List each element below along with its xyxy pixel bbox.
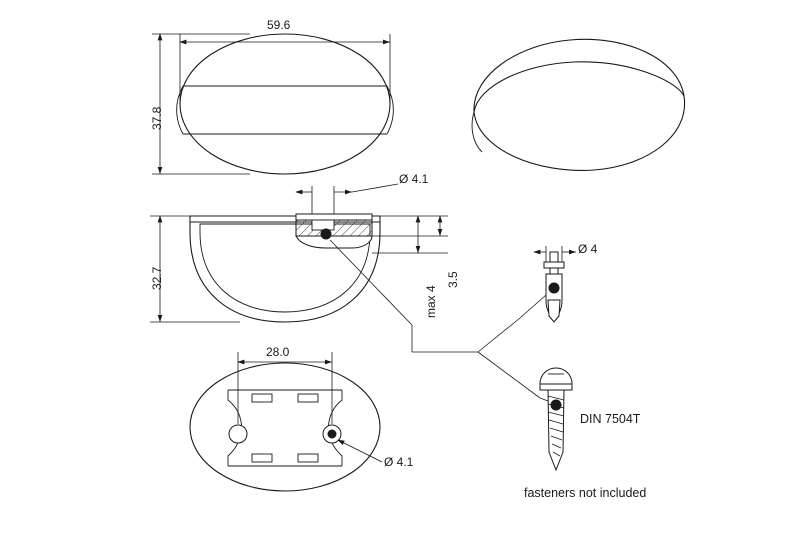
screw-standard-label: DIN 7504T: [580, 412, 641, 426]
dimension-hole-top: [296, 184, 398, 214]
dimension-label-hole-top: Ø 4.1: [399, 172, 429, 186]
rivet-view: [534, 246, 576, 322]
isometric-view: [472, 39, 685, 170]
dimension-label-hole-bottom: Ø 4.1: [384, 455, 414, 469]
dimension-label-panel-thickness: max 4: [424, 285, 438, 318]
dimension-label-width: 59.6: [267, 18, 291, 32]
front-view: [177, 34, 394, 174]
dimension-label-base-width: 28.0: [266, 345, 290, 359]
fasteners-note: fasteners not included: [524, 486, 647, 500]
dimension-label-rivet-diameter: Ø 4: [578, 242, 598, 256]
mounting-boss-detail: [296, 214, 372, 248]
dimension-label-depth: 32.7: [150, 266, 164, 290]
dimension-panel-thickness: [372, 216, 448, 253]
dimension-label-flange-thickness: 3.5: [446, 271, 460, 288]
bottom-view: [190, 363, 382, 491]
dimension-label-height: 37.8: [150, 106, 164, 130]
section-view: [150, 184, 448, 322]
screw-view: [540, 368, 572, 470]
